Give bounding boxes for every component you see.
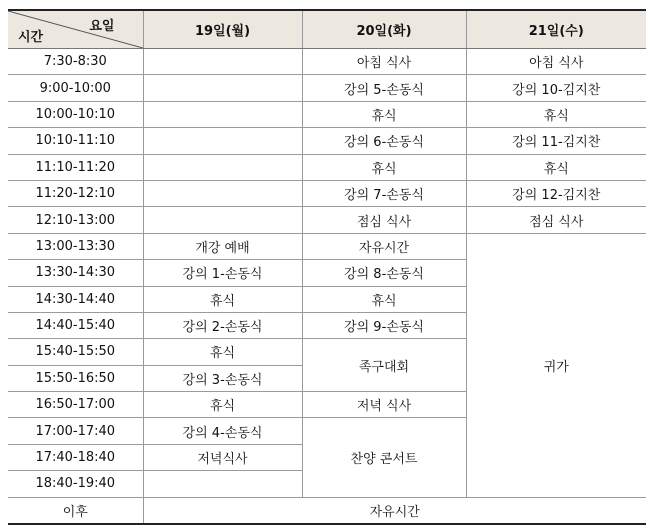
- day2-cell: 자유시간: [302, 233, 466, 259]
- day2-cell: 아침 식사: [302, 49, 466, 75]
- time-cell: 12:10-13:00: [8, 207, 143, 233]
- day3-cell: 강의 10-김지찬: [466, 75, 646, 101]
- day1-cell: [143, 49, 302, 75]
- merged-row-cell: 자유시간: [143, 497, 646, 524]
- day1-cell: [143, 154, 302, 180]
- corner-header-cell: [8, 10, 143, 49]
- table-row: [8, 180, 646, 206]
- day1-cell: [143, 207, 302, 233]
- day2-cell: 점심 식사: [302, 207, 466, 233]
- time-cell: 11:20-12:10: [8, 180, 143, 206]
- day3-cell: 휴식: [466, 101, 646, 127]
- day3-cell: 아침 식사: [466, 49, 646, 75]
- day2-merged-cell: 찬양 콘서트: [302, 418, 466, 497]
- day2-header: 20일(화): [302, 10, 466, 49]
- table-row: [8, 497, 646, 524]
- schedule-wrapper: [8, 9, 646, 525]
- time-cell: 7:30-8:30: [8, 49, 143, 75]
- time-cell: 14:30-14:40: [8, 286, 143, 312]
- day1-cell: 강의 4-손동식: [143, 418, 302, 444]
- day1-cell: 개강 예배: [143, 233, 302, 259]
- table-row: [8, 207, 646, 233]
- time-cell: 14:40-15:40: [8, 312, 143, 338]
- time-axis-label: 시간: [18, 30, 44, 45]
- day3-cell: 점심 식사: [466, 207, 646, 233]
- day-axis-label: 요일: [89, 19, 115, 34]
- day1-cell: 휴식: [143, 392, 302, 418]
- day3-cell: 강의 11-김지찬: [466, 128, 646, 154]
- day1-cell: [143, 471, 302, 497]
- time-cell: 13:00-13:30: [8, 233, 143, 259]
- day1-cell: 휴식: [143, 286, 302, 312]
- day1-cell: 저녁식사: [143, 444, 302, 470]
- day3-merged-cell: 귀가: [466, 233, 646, 497]
- day2-cell: 휴식: [302, 101, 466, 127]
- table-row: [8, 49, 646, 75]
- day1-cell: [143, 101, 302, 127]
- header-row: [8, 10, 646, 49]
- time-cell: 17:40-18:40: [8, 444, 143, 470]
- day2-cell: 강의 8-손동식: [302, 260, 466, 286]
- day1-cell: [143, 128, 302, 154]
- day3-header: 21일(수): [466, 10, 646, 49]
- table-row: [8, 154, 646, 180]
- day1-cell: 휴식: [143, 339, 302, 365]
- table-row: [8, 128, 646, 154]
- day2-cell: 강의 9-손동식: [302, 312, 466, 338]
- day3-cell: 강의 12-김지찬: [466, 180, 646, 206]
- time-cell: 9:00-10:00: [8, 75, 143, 101]
- day3-cell: 휴식: [466, 154, 646, 180]
- day1-cell: 강의 2-손동식: [143, 312, 302, 338]
- time-cell: 13:30-14:30: [8, 260, 143, 286]
- table-row: [8, 101, 646, 127]
- day1-cell: 강의 3-손동식: [143, 365, 302, 391]
- day2-merged-cell: 족구대회: [302, 339, 466, 392]
- time-cell: 15:50-16:50: [8, 365, 143, 391]
- time-cell: 17:00-17:40: [8, 418, 143, 444]
- day1-cell: 강의 1-손동식: [143, 260, 302, 286]
- day2-cell: 강의 7-손동식: [302, 180, 466, 206]
- table-row: [8, 75, 646, 101]
- day2-cell: 강의 5-손동식: [302, 75, 466, 101]
- time-cell: 11:10-11:20: [8, 154, 143, 180]
- day2-cell: 휴식: [302, 154, 466, 180]
- time-cell: 10:00-10:10: [8, 101, 143, 127]
- time-cell: 10:10-11:10: [8, 128, 143, 154]
- day2-cell: 저녁 식사: [302, 392, 466, 418]
- table-row: [8, 233, 646, 259]
- time-cell: 이후: [8, 497, 143, 524]
- time-cell: 18:40-19:40: [8, 471, 143, 497]
- day1-header: 19일(월): [143, 10, 302, 49]
- day2-cell: 휴식: [302, 286, 466, 312]
- schedule-table: [8, 9, 646, 525]
- day1-cell: [143, 180, 302, 206]
- time-cell: 16:50-17:00: [8, 392, 143, 418]
- day2-cell: 강의 6-손동식: [302, 128, 466, 154]
- day1-cell: [143, 75, 302, 101]
- time-cell: 15:40-15:50: [8, 339, 143, 365]
